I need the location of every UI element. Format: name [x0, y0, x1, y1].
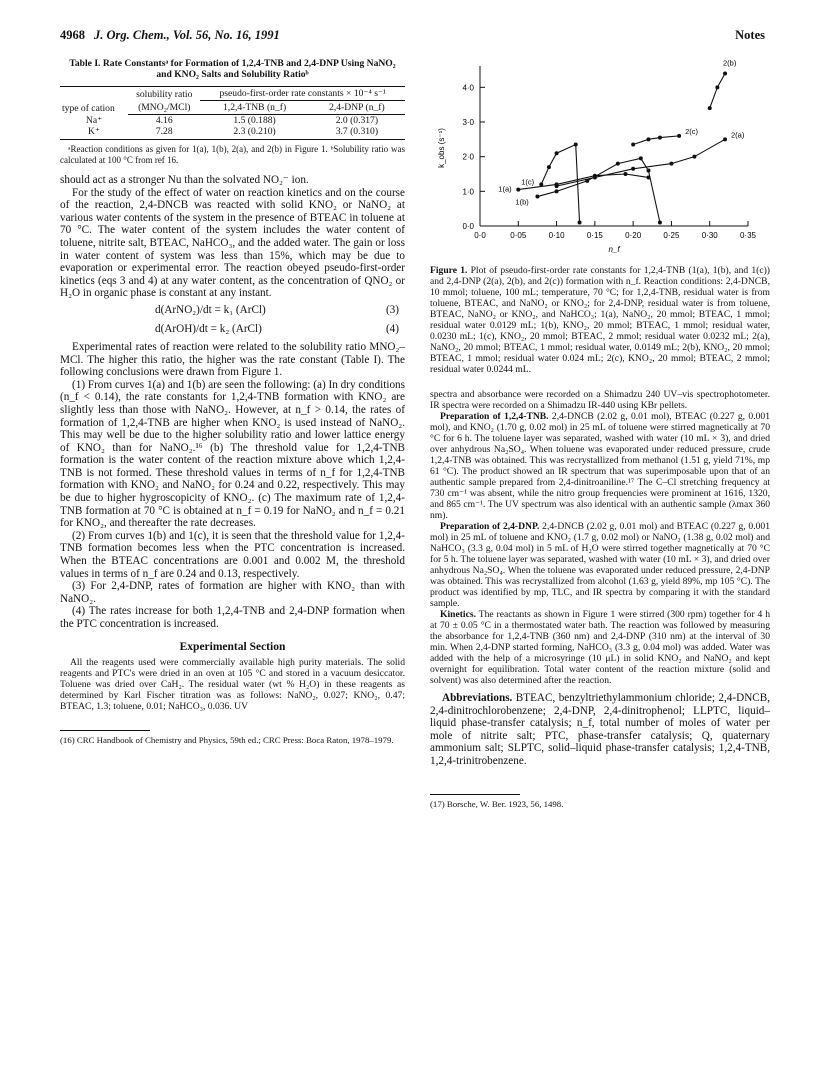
col-header-solubility: solubility ratio — [128, 87, 200, 101]
cell-ratio: 4.16 — [155, 115, 173, 126]
y-tick-label: 1·0 — [462, 187, 474, 197]
data-point — [516, 188, 520, 192]
cell-cation: Na⁺ — [85, 114, 103, 126]
data-point — [669, 162, 673, 166]
y-axis-label: k_obs (s⁻¹) — [437, 128, 446, 168]
run-in-heading: Kinetics. — [440, 609, 476, 620]
data-point — [639, 156, 643, 160]
paragraph-text: The reactants as shown in Figure 1 were stirred (300 rpm) together for 4 h at 70 ± 0.05 °C in a thermostated water bath. The reaction was followed by measuring the absorbance for 1,2,4-TNB (360 nm) and 2,4-DNP (310 nm) at the interval of 30 min. When 2,4-DNP started forming, NaHCO₃ (3.3 g, 0.04 mol) was added. Water was added with the help of a microsyringe (10 μL) in solid KNO₂ and NaNO₂ and kept overnight for equilibration. Total water content of the reaction mixture (solid and solvent) was also determined after the reaction. — [430, 609, 770, 686]
equation-number: (3) — [385, 303, 399, 316]
table-footnote: ᵃReaction conditions as given for 1(a), 1(b), 2(a), and 2(b) in Figure 1. ᵇSolubility ratio was calculated at 100 °C from ref 16. — [60, 144, 405, 165]
paragraph-text: 2,4-DNCB (2.02 g, 0.01 mol), BTEAC (0.227 g, 0.001 mol), and KNO₂ (1.70 g, 0.02 mol) in 25 mL of toluene were stirred magnetically at 70 °C for 6 h. The toluene layer was separated, washed with water (10 mL × 3), and dried over anhydrous Na₂SO₄. When toluene was evaporated under reduced pressure, crude 1,2,4-TNB was obtained. This was recrystallized from methanol (1.51 g, yield 71%, mp 61 °C). The product showed an IR spectrum that was superimposable upon that of an authentic sample prepared from 2,4-dinitroaniline.¹⁷ The C–Cl stretching frequency at 730 cm⁻¹ was absent, while the nitro group frequencies were prominent at 1616, 1320, and 865 cm⁻¹. The UV spectrum was also identical with an authentic sample (λmax 360 nm). — [430, 411, 770, 521]
cell-ratio: 7.28 — [128, 126, 200, 140]
run-in-heading: Preparation of 2,4-DNP. — [440, 521, 540, 532]
section-heading: Experimental Section — [179, 640, 286, 653]
x-tick-label: 0·35 — [739, 231, 757, 240]
data-point — [692, 155, 696, 159]
series-label: 1(b) — [515, 197, 529, 207]
table-row — [60, 115, 405, 127]
cell-dnp: 3.7 (0.310) — [309, 126, 405, 140]
run-in-heading: Abbreviations. — [442, 692, 513, 704]
paragraph: (2) From curves 1(b) and 1(c), it is seen that the threshold value for 1,2,4-TNB formation becomes less when the PTC concentration is increased. When the BTEAC concentrations are 0.001 and 0.002 M, the threshold values in terms of n_f are 0.24 and 0.13, respectively. — [60, 529, 405, 580]
y-tick-label: 0·0 — [462, 222, 474, 231]
data-point — [723, 71, 727, 75]
paragraph — [430, 609, 770, 686]
x-tick-label: 0·20 — [625, 231, 642, 240]
data-point — [555, 151, 559, 155]
paragraph — [430, 521, 770, 609]
y-tick-label: 3·0 — [462, 118, 474, 127]
col-header-solubility-ratio: (MNO₂/MCl) — [128, 101, 200, 115]
data-point — [616, 162, 620, 166]
col-header-cation: type of cation — [60, 87, 128, 115]
data-point — [574, 143, 578, 147]
x-axis-label: n_f — [608, 245, 620, 254]
equation-3 — [60, 303, 405, 319]
paragraph — [430, 692, 770, 768]
equation-text: d(ArNO₂)/dt = k₁ (ArCl) — [155, 303, 266, 316]
x-tick-label: 0·30 — [701, 231, 718, 240]
page-number: 4968 — [60, 28, 85, 42]
table-title: Table I. Rate Constantsᵃ for Formation of 1,2,4-TNB and 2,4-DNP Using NaNO₂ and KNO₂ Salts and Solubility Ratioᵇ — [69, 58, 396, 80]
data-point — [539, 182, 543, 186]
cell-tnb: 1.5 (0.188) — [233, 115, 276, 126]
paragraph — [430, 411, 770, 521]
figure-caption — [430, 265, 770, 375]
data-point — [623, 172, 627, 176]
rate-table — [60, 86, 405, 140]
data-point — [708, 106, 712, 110]
paragraph: All the reagents used were commercially available high purity materials. The solid reagents and PTC's were dried in an oven at 105 °C and stored in a vacuum desiccator. Toluene was dried over CaH₂. The residual water (wt % H₂O) in these reagents as determined by Karl Fischer titration was as follows: NaNO₂, 0.027; KNO₂, 0.47; BTEAC, 1.3; toluene, 0.01; NaHCO₃, 0.036. UV — [60, 656, 405, 712]
rate-constant-chart — [430, 58, 770, 263]
x-tick-label: 0·25 — [663, 231, 680, 240]
data-point — [658, 221, 662, 225]
paragraph: should act as a stronger Nu than the solvated NO₂⁻ ion. — [60, 174, 309, 186]
cell-tnb: 2.3 (0.210) — [200, 126, 308, 140]
series-label: 1(a) — [498, 184, 512, 194]
figure-1 — [430, 58, 770, 263]
right-column — [430, 58, 770, 809]
x-tick-label: 0·15 — [586, 231, 603, 240]
series-label: 2(a) — [731, 130, 745, 140]
data-point — [631, 143, 635, 147]
data-point — [677, 134, 681, 138]
data-point — [547, 165, 551, 169]
footnote-divider — [60, 730, 150, 731]
x-tick-label: 0·05 — [510, 231, 527, 240]
paragraph: spectra and absorbance were recorded on a Shimadzu 240 UV–vis spectrophotometer. IR spectra were recorded on a Shimadzu IR-440 using KBr pellets. — [430, 389, 770, 411]
series-line — [633, 136, 679, 145]
footnote: (16) CRC Handbook of Chemistry and Physics, 59th ed.; CRC Press: Boca Raton, 1978–1979. — [60, 734, 394, 745]
paragraph: (3) For 2,4-DNP, rates of formation are higher with KNO₂ than with NaNO₂. — [60, 580, 405, 605]
data-point — [555, 189, 559, 193]
paragraph: (4) The rates increase for both 1,2,4-TNB and 2,4-DNP formation when the PTC concentration is increased. — [60, 605, 405, 630]
data-point — [646, 137, 650, 141]
figure-caption-label: Figure 1. — [430, 265, 468, 276]
footnote-divider — [430, 794, 520, 795]
equation-number: (4) — [385, 322, 399, 335]
equation-4 — [60, 322, 405, 338]
table-row — [60, 126, 405, 140]
run-in-heading: Preparation of 1,2,4-TNB. — [440, 411, 549, 422]
series-line — [710, 73, 725, 108]
paragraph-text: 2,4-DNCB (2.02 g, 0.01 mol) and BTEAC (0.227 g, 0.001 mol) in 25 mL of toluene and KNO₂ (1.7 g, 0.02 mol) or NaNO₂ (1.38 g, 0.02 mol) and NaHCO₃ (3.3 g, 0.04 mol) in 5 mL of H₂O were stirred together magnetically at 70 °C for 5 h. The toluene layer was separated, washed with water (10 mL × 3), and dried over anhydrous Na₂SO₄. When the toluene was evaporated under reduced pressure, 2,4-DNP was obtained. This was recrystallized from alcohol (1.63 g, yield 89%, mp 105 °C). The product was identified by mp, TLC, and IR spectra by comparing it with the standard sample. — [430, 521, 771, 609]
x-tick-label: 0·0 — [474, 231, 486, 240]
series-label: 2(c) — [685, 126, 699, 136]
col-header-tnb: 1,2,4-TNB (n_f) — [200, 101, 308, 115]
data-point — [578, 221, 582, 225]
col-header-dnp: 2,4-DNP (n_f) — [309, 101, 405, 115]
paragraph: Experimental rates of reaction were related to the solubility ratio MNO₂–MCl. The higher this ratio, the higher was the rate constant (Table I). The following conclusions were drawn from Figure 1. — [60, 340, 405, 379]
paragraph: For the study of the effect of water on reaction kinetics and on the course of the reaction, 2,4-DNCB was reacted with solid KNO₂ or NaNO₂ at various water contents of the system in the presence of BTEAC in toluene at 70 °C. The water content of the system includes the water content of toluene, nitrite salt, BTEAC, NaHCO₃, and the added water. The gain or loss in water content of system was less than 15%, which may be due to evaporation or experimental error. The reaction obeyed pseudo-first-order kinetics (eqs 3 and 4) at any water content, as the concentration of QNO₂ or H₂O in organic phase is constant at any instant. — [60, 186, 405, 300]
paragraph: (1) From curves 1(a) and 1(b) are seen the following: (a) In dry conditions (n_f < 0.14), the rate constants for 1,2,4-TNB formation with KNO₂ are slightly less than those with NaNO₂. However, at n_f > 0.14, the rates of formation of 1,2,4-TNB are higher when KNO₂ is used instead of NaNO₂. This may well be due to the higher solubility ratio and lower lattice energy of KNO₂ than for NaNO₂.¹⁶ (b) The threshold value for 1,2,4-TNB formation is the water content of the reaction mixture above which 1,2,4-TNB is not formed. These threshold values in terms of n_f for 1,2,4-TNB formation with KNO₂ and NaNO₂ for 0.24 and 0.22, respectively. This may be due to higher hygroscopicity of KNO₂. (c) The maximum rate of 1,2,4-TNB formation at 70 °C is obtained at n_f = 0.19 for NaNO₂ and n_f = 0.21 for KNO₂, and thereafter the rate decreases. — [60, 378, 405, 530]
left-column — [60, 58, 405, 745]
series-label: 2(b) — [723, 58, 737, 68]
cell-cation: K⁺ — [60, 126, 128, 140]
page-header — [60, 28, 765, 46]
y-tick-label: 4·0 — [462, 83, 474, 93]
cell-dnp: 2.0 (0.317) — [335, 115, 379, 126]
series-label: 1(c) — [521, 177, 535, 187]
data-point — [593, 175, 597, 179]
journal-citation: J. Org. Chem., Vol. 56, No. 16, 1991 — [94, 28, 280, 42]
col-header-rate: pseudo-first-order rate constants × 10⁻⁴ s⁻¹ — [200, 87, 405, 101]
data-point — [555, 184, 559, 188]
y-tick-label: 2·0 — [462, 152, 474, 162]
equation-text: d(ArOH)/dt = k₂ (ArCl) — [155, 322, 262, 335]
data-point — [646, 169, 650, 173]
figure-caption-text: Plot of pseudo-first-order rate constants for 1,2,4-TNB (1(a), 1(b), and 1(c)) and 2,4-DNP (2(a), 2(b), and 2(c)) formation with n_f. Reaction conditions: 2,4-DNCB, 10 mmol; toluene, 100 mL; temperature, 70 °C; for 1,2,4-TNB, residual water is from toluene, BTEAC, and NaNO₂ or KNO₂; for 2,4-DNP, residual water is from toluene, BTEAC, NaNO₂ or KNO₂, and NaHCO₃; 1(a), NaNO₂, 20 mmol; BTEAC, 1 mmol; residual water 0.0129 mL; 1(b), KNO₂, 20 mmol; BTEAC, 1 mmol; residual water, 0.0230 mL; 1(c), KNO₂, 20 mmol; BTEAC, 2 mmol; residual water 0.0232 mL; 2(a), NaNO₂, 20 mmol; BTEAC, 1 mmol; residual water, 0.0149 mL; 2(b), KNO₂, 20 mmol; BTEAC, 1 mmol; residual water 0.024 mL; 2(c), KNO₂, 20 mmol; BTEAC, 2 mmol; residual water 0.0244 mL. — [430, 265, 770, 375]
section-label: Notes — [735, 28, 765, 42]
data-point — [715, 85, 719, 89]
x-tick-label: 0·10 — [548, 231, 565, 240]
data-point — [535, 195, 539, 199]
data-point — [631, 167, 635, 171]
data-point — [723, 137, 727, 141]
footnote: (17) Borsche, W. Ber. 1923, 56, 1498. — [430, 798, 564, 809]
paragraph-text: BTEAC, benzyltriethylammonium chloride; 2,4-DNCB, 2,4-dinitrochlorobenzene; 2,4-DNP, 2,4-dinitrophenol; LLPTC, liquid–liquid phase-transfer catalysis; n_f, total number of moles of water per mole of nitrite salt; PTC, phase-transfer catalysis; Q, quaternary ammonium salt; SLPTC, solid–liquid phase-transfer catalysis; 1,2,4-TNB, 1,2,4-trinitrobenzene. — [430, 692, 770, 767]
data-point — [658, 136, 662, 140]
